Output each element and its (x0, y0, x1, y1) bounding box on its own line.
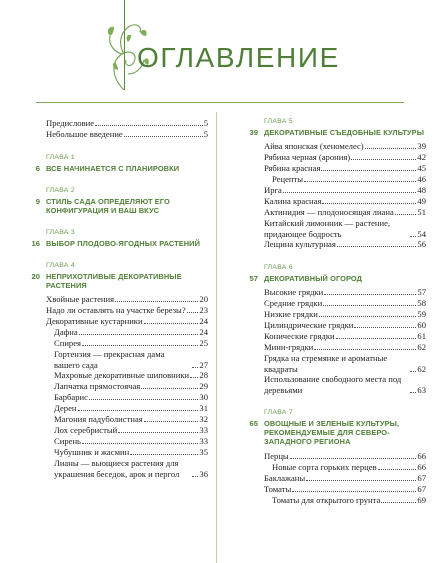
toc-entry-page: 33 (199, 425, 208, 435)
chapter-start-page: 39 (249, 128, 258, 137)
toc-leader-dots (321, 170, 416, 171)
toc-entry (46, 118, 208, 129)
chapter-block (6, 187, 214, 215)
toc-entry (264, 298, 426, 309)
column-divider (216, 112, 217, 563)
toc-entry-page: 24 (199, 316, 208, 326)
toc-entry-row (264, 342, 426, 353)
toc-entry-row (46, 305, 208, 316)
toc-entry-page: 31 (199, 403, 208, 413)
toc-entry-title: Мини-грядки (264, 342, 314, 352)
toc-entry (264, 309, 426, 320)
chapter-title: СТИЛЬ САДА ОПРЕДЕЛЯЮТ ЕГО КОНФИГУРАЦИЯ И ВАШ ВКУС (46, 197, 170, 216)
toc-entry-title: Томаты для открытого грунта (272, 495, 381, 505)
chapter-start-page: 57 (249, 274, 258, 283)
toc-entry (54, 349, 208, 370)
toc-entry-title: Лианы — вьющиеся растения для украшения беседок, арок и пергол (54, 458, 180, 479)
toc-entry-page: 56 (417, 239, 426, 249)
chapter-label: ГЛАВА 2 (46, 187, 75, 194)
toc-entry-page: 49 (417, 196, 426, 206)
toc-leader-dots (79, 334, 199, 335)
toc-entry (264, 152, 426, 163)
toc-entry-row (264, 298, 426, 309)
toc-entry-row (264, 320, 426, 331)
toc-entry-page: 67 (417, 473, 426, 483)
toc-leader-dots (144, 421, 199, 422)
toc-leader-dots (141, 388, 198, 389)
toc-entry (264, 196, 426, 207)
chapter-label: ГЛАВА 7 (264, 409, 293, 416)
toc-entry-page: 35 (199, 447, 208, 457)
toc-column-left (0, 112, 214, 563)
chapter-block (224, 409, 432, 447)
toc-entry-row (54, 425, 208, 436)
toc-entry-title: Ирга (264, 185, 282, 195)
toc-entry-title: Айва японская (хеномелес) (264, 141, 364, 151)
toc-entry-title: Чубушник и жасмин (54, 447, 130, 457)
toc-entry-row (264, 196, 426, 207)
toc-entry (54, 392, 208, 403)
chapter-title: ВЫБОР ПЛОДОВО-ЯГОДНЫХ РАСТЕНИЙ (46, 239, 201, 248)
toc-leader-dots (410, 371, 416, 372)
toc-entry-row (264, 141, 426, 152)
chapter-start-page: 16 (31, 239, 40, 248)
toc-entry-row (264, 331, 426, 342)
toc-entry-row (46, 316, 208, 327)
toc-entry-page: 45 (417, 163, 426, 173)
toc-entry-page: 25 (199, 338, 208, 348)
chapter-label: ГЛАВА 4 (46, 262, 75, 269)
toc-entry-title: Рябина красная (264, 163, 321, 173)
toc-leader-dots (124, 136, 203, 137)
toc-entry-row (272, 174, 426, 185)
toc-entry (264, 141, 426, 152)
toc-entry (264, 451, 426, 462)
toc-entry-page: 67 (417, 484, 426, 494)
toc-entry (54, 403, 208, 414)
toc-entry-title: Средние грядки (264, 298, 323, 308)
toc-entry-title: Лох серебристый (54, 425, 118, 435)
toc-entry-row (272, 462, 426, 473)
toc-entry-row (264, 185, 426, 196)
toc-leader-dots (304, 181, 416, 182)
toc-entry (46, 129, 208, 140)
toc-entry-page: 30 (199, 392, 208, 402)
toc-entry-page: 48 (417, 185, 426, 195)
toc-entry (54, 447, 208, 458)
toc-entry-page: 27 (199, 359, 208, 370)
toc-entry-page: 54 (417, 228, 426, 239)
chapter-start-page: 6 (35, 164, 40, 173)
toc-leader-dots (78, 410, 199, 411)
chapter-title: ДЕКОРАТИВНЫЙ ОГОРОД (264, 274, 363, 283)
toc-entry-title: Лапчатка прямостоячая (54, 381, 141, 391)
toc-entry (272, 462, 426, 473)
toc-entry (264, 331, 426, 342)
toc-entry-title: Спирея (54, 338, 81, 348)
toc-entry-title: Перцы (264, 451, 289, 461)
toc-entry (46, 294, 208, 305)
toc-entry-row (264, 239, 426, 250)
chapter-title: ОВОЩНЫЕ И ЗЕЛЕНЫЕ КУЛЬТУРЫ, РЕКОМЕНДУЕМЫЕ ДЛЯ СЕВЕРО-ЗАПАДНОГО РЕГИОНА (264, 419, 400, 447)
toc-leader-dots (365, 148, 417, 149)
toc-entry-row (54, 327, 208, 338)
chapter-label: ГЛАВА 1 (46, 154, 75, 161)
toc-entry-row (54, 403, 208, 414)
toc-entry-row (54, 447, 208, 458)
toc-entry-title: Небольшое введение (46, 129, 123, 139)
toc-leader-dots (82, 345, 198, 346)
chapter-start-page: 65 (249, 419, 258, 428)
toc-entry (264, 218, 426, 239)
toc-entry (54, 436, 208, 447)
toc-entry-title: Декоративные кустарники (46, 316, 143, 326)
toc-leader-dots (95, 125, 203, 126)
toc-leader-dots (351, 159, 416, 160)
toc-entry-page: 23 (199, 305, 208, 315)
toc-entry-row (54, 338, 208, 349)
toc-entry-page: 36 (199, 468, 208, 479)
toc-entry-title: Рябина черная (арония) (264, 152, 351, 162)
header-horizontal-rule (36, 102, 404, 103)
toc-entry (264, 185, 426, 196)
toc-leader-dots (115, 301, 198, 302)
toc-leader-dots (378, 469, 417, 470)
toc-entry-page: 29 (199, 381, 208, 391)
chapter-block (6, 262, 214, 290)
toc-entry-title: Лещина культурная (264, 239, 336, 249)
toc-entry-row (54, 458, 208, 479)
toc-entry (264, 342, 426, 353)
toc-entry-title: Предисловие (46, 118, 95, 128)
toc-entry-title: Рецепты (272, 174, 304, 184)
toc-entry-title: Баклажаны (264, 473, 306, 483)
toc-leader-dots (323, 305, 416, 306)
toc-entry (264, 374, 426, 395)
toc-leader-dots (292, 491, 416, 492)
toc-entry (264, 353, 426, 374)
toc-entry-title: Сирень (54, 436, 81, 446)
toc-entry-page: 57 (417, 287, 426, 297)
toc-entry-page: 42 (417, 152, 426, 162)
toc-entry-page: 51 (417, 207, 426, 217)
toc-entry (264, 287, 426, 298)
toc-entry (264, 239, 426, 250)
toc-leader-dots (354, 327, 416, 328)
toc-entry-page: 69 (417, 495, 426, 505)
toc-leader-dots (82, 443, 198, 444)
toc-entry-title: Использование свободного места под деревьями (264, 374, 402, 395)
toc-column-right (218, 112, 432, 563)
toc-leader-dots (319, 316, 417, 317)
toc-entry-row (54, 381, 208, 392)
toc-entry-title: Новые сорта горьких перцев (272, 462, 377, 472)
toc-entry-row (264, 374, 426, 395)
chapter-title: НЕПРИХОТЛИВЫЕ ДЕКОРАТИВНЫЕ РАСТЕНИЯ (46, 272, 182, 291)
toc-leader-dots (314, 349, 416, 350)
toc-entry-row (264, 484, 426, 495)
toc-leader-dots (322, 203, 416, 204)
toc-entry-title: Махровые декоративные шиповники (54, 370, 190, 380)
toc-entry (272, 495, 426, 506)
toc-entry-row (264, 287, 426, 298)
toc-entry (54, 327, 208, 338)
toc-entry-title: Дерен (54, 403, 77, 413)
chapter-block (224, 264, 432, 283)
toc-leader-dots (190, 377, 198, 378)
toc-leader-dots (381, 502, 416, 503)
toc-entry-page: 61 (417, 331, 426, 341)
toc-entry (54, 381, 208, 392)
toc-leader-dots (283, 192, 417, 193)
toc-entry (264, 163, 426, 174)
toc-leader-dots (118, 432, 198, 433)
toc-entry-title: Хвойные растения (46, 294, 115, 304)
chapter-block (6, 154, 214, 173)
chapter-start-page: 9 (35, 197, 40, 206)
toc-entry (46, 316, 208, 327)
toc-leader-dots (336, 338, 417, 339)
chapter-title: ДЕКОРАТИВНЫЕ СЪЕДОБНЫЕ КУЛЬТУРЫ (264, 128, 425, 137)
chapter-label: ГЛАВА 5 (264, 118, 293, 125)
toc-entry (264, 473, 426, 484)
toc-entry-page: 5 (203, 118, 208, 128)
toc-entry-row (264, 353, 426, 374)
toc-entry-row (54, 349, 208, 370)
toc-entry-title: Грядка на стремянке и ароматные квадраты (264, 353, 388, 374)
toc-entry (272, 174, 426, 185)
toc-entry (54, 425, 208, 436)
toc-entry-title: Цилиндрические грядки (264, 320, 354, 330)
toc-leader-dots (192, 476, 198, 477)
toc-entry (54, 414, 208, 425)
toc-entry-title: Актинидия — плодоносящая лиана (264, 207, 394, 217)
toc-leader-dots (130, 454, 198, 455)
toc-entry-row (46, 294, 208, 305)
toc-entry-page: 28 (199, 370, 208, 380)
toc-entry-page: 33 (199, 436, 208, 446)
toc-entry-title: Барбарис (54, 392, 88, 402)
chapter-title: ВСЕ НАЧИНАЕТСЯ С ПЛАНИРОВКИ (46, 164, 180, 173)
toc-entry-page: 24 (199, 327, 208, 337)
toc-entry-page: 62 (417, 342, 426, 352)
toc-entry-title: Конические грядки (264, 331, 335, 341)
toc-entry-title: Надо ли оставлять на участке березы? (46, 305, 186, 315)
toc-leader-dots (395, 214, 417, 215)
toc-entry-title: Томаты (264, 484, 292, 494)
toc-leader-dots (290, 458, 417, 459)
toc-entry (264, 320, 426, 331)
toc-entry-page: 58 (417, 298, 426, 308)
toc-leader-dots (410, 392, 416, 393)
toc-entry-row (264, 218, 426, 239)
toc-entry-title: Дафна (54, 327, 78, 337)
toc-entry-row (264, 152, 426, 163)
toc-entry-page: 39 (417, 141, 426, 151)
toc-entry-title: Низкие грядки (264, 309, 318, 319)
toc-entry-row (54, 370, 208, 381)
toc-entry-title: Магония падуболистная (54, 414, 143, 424)
chapter-start-page: 20 (31, 272, 40, 281)
toc-entry-page: 20 (199, 294, 208, 304)
toc-entry-row (54, 392, 208, 403)
toc-entry-page: 62 (417, 363, 426, 374)
toc-entry (54, 458, 208, 479)
toc-entry-page: 66 (417, 462, 426, 472)
page-header (0, 0, 432, 112)
chapter-block (6, 229, 214, 248)
toc-entry-title: Калина красная (264, 196, 322, 206)
toc-entry-title: Высокие грядки (264, 287, 324, 297)
toc-entry-row (264, 163, 426, 174)
toc-entry-title: Гортензия — прекрасная дама вашего сада (54, 349, 165, 370)
toc-entry-page: 66 (417, 451, 426, 461)
toc-leader-dots (410, 236, 416, 237)
chapter-label: ГЛАВА 6 (264, 264, 293, 271)
toc-entry-page: 60 (417, 320, 426, 330)
toc-entry-row (46, 118, 208, 129)
toc-entry-row (54, 414, 208, 425)
toc-entry (54, 338, 208, 349)
toc-leader-dots (324, 294, 416, 295)
toc-entry-row (264, 309, 426, 320)
toc-leader-dots (306, 480, 416, 481)
chapter-label: ГЛАВА 3 (46, 229, 75, 236)
page-title: ОГЛАВЛЕНИЕ (137, 42, 340, 73)
toc-entry (264, 484, 426, 495)
toc-leader-dots (187, 312, 199, 313)
toc-entry-row (264, 473, 426, 484)
toc-leader-dots (144, 323, 199, 324)
toc-entry-row (46, 129, 208, 140)
toc-entry-title: Китайский лимонник — растение, придающее бодрость (264, 218, 391, 239)
toc-entry (264, 207, 426, 218)
toc-entry-row (264, 207, 426, 218)
toc-entry-row (54, 436, 208, 447)
toc-entry-page: 59 (417, 309, 426, 319)
toc-entry (54, 370, 208, 381)
toc-entry-page: 46 (417, 174, 426, 184)
toc-leader-dots (192, 367, 198, 368)
toc-entry-page: 32 (199, 414, 208, 424)
toc-entry-page: 63 (417, 384, 426, 395)
toc-entry-row (264, 451, 426, 462)
toc-entry-page: 5 (203, 129, 208, 139)
toc-leader-dots (337, 246, 417, 247)
toc-entry-row (272, 495, 426, 506)
toc-entry (46, 305, 208, 316)
chapter-block (224, 118, 432, 137)
toc-leader-dots (89, 399, 198, 400)
